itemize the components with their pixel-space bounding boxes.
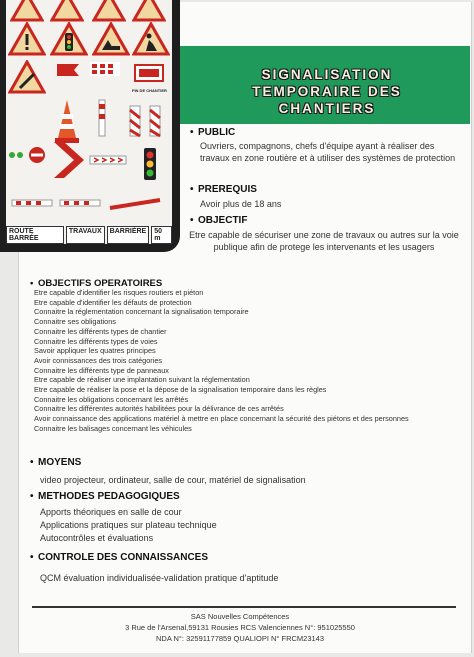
sign-labels-row xyxy=(6,226,172,244)
bullet-icon: • xyxy=(190,127,194,138)
exclamation-warning-sign-icon xyxy=(8,22,46,56)
company-name: SAS Nouvelles Compétences xyxy=(190,612,290,621)
route-barree-label: ROUTE BARRÉE xyxy=(6,226,64,244)
bullet-icon: • xyxy=(30,278,34,289)
prerequis-text: Avoir plus de 18 ans xyxy=(200,199,282,209)
title-line-3: CHANTIERS xyxy=(278,101,376,116)
list-item: Autocontrôles et évaluations xyxy=(40,533,154,543)
road-signs-image xyxy=(6,0,172,244)
objectif-heading: • OBJECTIF xyxy=(190,215,248,226)
prerequis-heading: • PREREQUIS xyxy=(190,184,257,195)
chevron-arrow-sign-icon xyxy=(50,140,130,180)
barriere-label: BARRIÈRE xyxy=(107,226,150,244)
moyens-heading: • MOYENS xyxy=(30,457,82,468)
warning-sign-icon xyxy=(50,0,84,22)
controle-heading: • CONTROLE DES CONNAISSANCES xyxy=(30,552,209,563)
warning-sign-icon xyxy=(10,0,44,22)
bullet-icon: • xyxy=(190,215,194,226)
footer-divider xyxy=(32,606,456,608)
distance-label: 50 m xyxy=(151,226,172,244)
footer xyxy=(40,611,440,644)
methodes-heading: • METHODES PEDAGOGIQUES xyxy=(30,491,180,502)
road-barrier-icon xyxy=(10,196,170,216)
title-line-1: SIGNALISATION xyxy=(261,67,393,82)
list-item: Avoir connissances des trois catégories xyxy=(34,355,163,365)
objectifs-list xyxy=(34,288,454,434)
fin-de-chantier-sign: FIN DE CHANTIER xyxy=(132,88,167,93)
green-light-icon xyxy=(8,148,28,162)
traffic-cone-icon xyxy=(54,98,80,144)
bullet-icon: • xyxy=(190,184,194,195)
page-title xyxy=(192,66,462,117)
list-item: Apports théoriques en salle de cour xyxy=(40,507,182,517)
bullet-icon: • xyxy=(30,552,34,563)
bullet-icon: • xyxy=(30,457,34,468)
barrier-strip-icon xyxy=(90,62,120,76)
panel-icon xyxy=(134,64,164,82)
list-item: Etre capable de réaliser la pose et la dépose de la signalisation temporaire dans les règles xyxy=(34,385,327,395)
warning-sign-icon xyxy=(132,0,166,22)
methodes-list xyxy=(40,506,460,545)
company-registration: NDA N°: 32591177859 QUALIOPI N° FRCM23143 xyxy=(155,634,325,643)
public-text: Ouvriers, compagnons, chefs d'équipe ayant à réaliser des travaux en zone routière et à utiliser des systèmes de protection xyxy=(200,141,456,163)
slippery-road-sign-icon xyxy=(8,60,46,94)
list-item: Etre capable d'identifier les défauts de protection xyxy=(34,297,192,307)
list-item: Connaitre les différents types de chantier xyxy=(34,326,167,336)
bullet-icon: • xyxy=(30,491,34,502)
warning-sign-icon xyxy=(92,0,126,22)
list-item: Savoir appliquer les quatres principes xyxy=(34,346,156,356)
roadworks-sign-icon xyxy=(92,22,130,56)
list-item: Etre capable d'identifier les risques routiers et piéton xyxy=(34,288,204,297)
list-item: Connaitre la réglementation concernant la signalisation temporaire xyxy=(34,307,249,317)
list-item: Connaitre les différents type de panneaux xyxy=(34,365,169,375)
objectif-text: Etre capable de sécuriser une zone de travaux ou autres sur la voie publique afin de protege les intervenants et les usagers xyxy=(189,230,459,252)
list-item: Connaitre ses obligations xyxy=(34,317,116,327)
moyens-text: video projecteur, ordinateur, salle de cour, matériel de signalisation xyxy=(40,475,306,485)
list-item: Connaitre les obligations concernant les arrêtés xyxy=(34,394,189,404)
post-icon xyxy=(96,98,108,138)
list-item: Connaitre les balisages concernant les véhicules xyxy=(34,423,192,433)
public-heading: • PUBLIC xyxy=(190,127,236,138)
controle-text: QCM évaluation individualisée-validation pratique d'aptitude xyxy=(40,573,279,583)
list-item: Connaitre les différentes autorités habilitées pour la délivrance de ces arrêtés xyxy=(34,404,284,414)
no-entry-sign-icon xyxy=(28,146,46,164)
company-address: 3 Rue de l'Arsenal,59131 Rousies RCS Valenciennes N°: 951025550 xyxy=(125,623,355,632)
list-item: Connaitre les différents types de voies xyxy=(34,336,158,346)
list-item: Applications pratiques sur plateau technique xyxy=(40,520,217,530)
objectifs-operatoires-heading: • OBJECTIFS OPERATOIRES xyxy=(30,278,163,289)
list-item: Etre capable de réaliser une implantation suivant la réglementation xyxy=(34,375,250,385)
title-line-2: TEMPORAIRE DES xyxy=(252,84,402,99)
barrier-panel-icon xyxy=(128,104,164,138)
red-flag-icon xyxy=(56,62,80,78)
traffic-light-sign-icon xyxy=(50,22,88,56)
travaux-label: TRAVAUX xyxy=(66,226,105,244)
tablet-illustration xyxy=(0,0,180,252)
list-item: Avoir connaissance des applications matériel à mettre en place concernant la sécurité des piétons et des personnes xyxy=(34,414,409,424)
worker-sign-icon xyxy=(132,22,170,56)
traffic-light-icon xyxy=(142,146,158,182)
